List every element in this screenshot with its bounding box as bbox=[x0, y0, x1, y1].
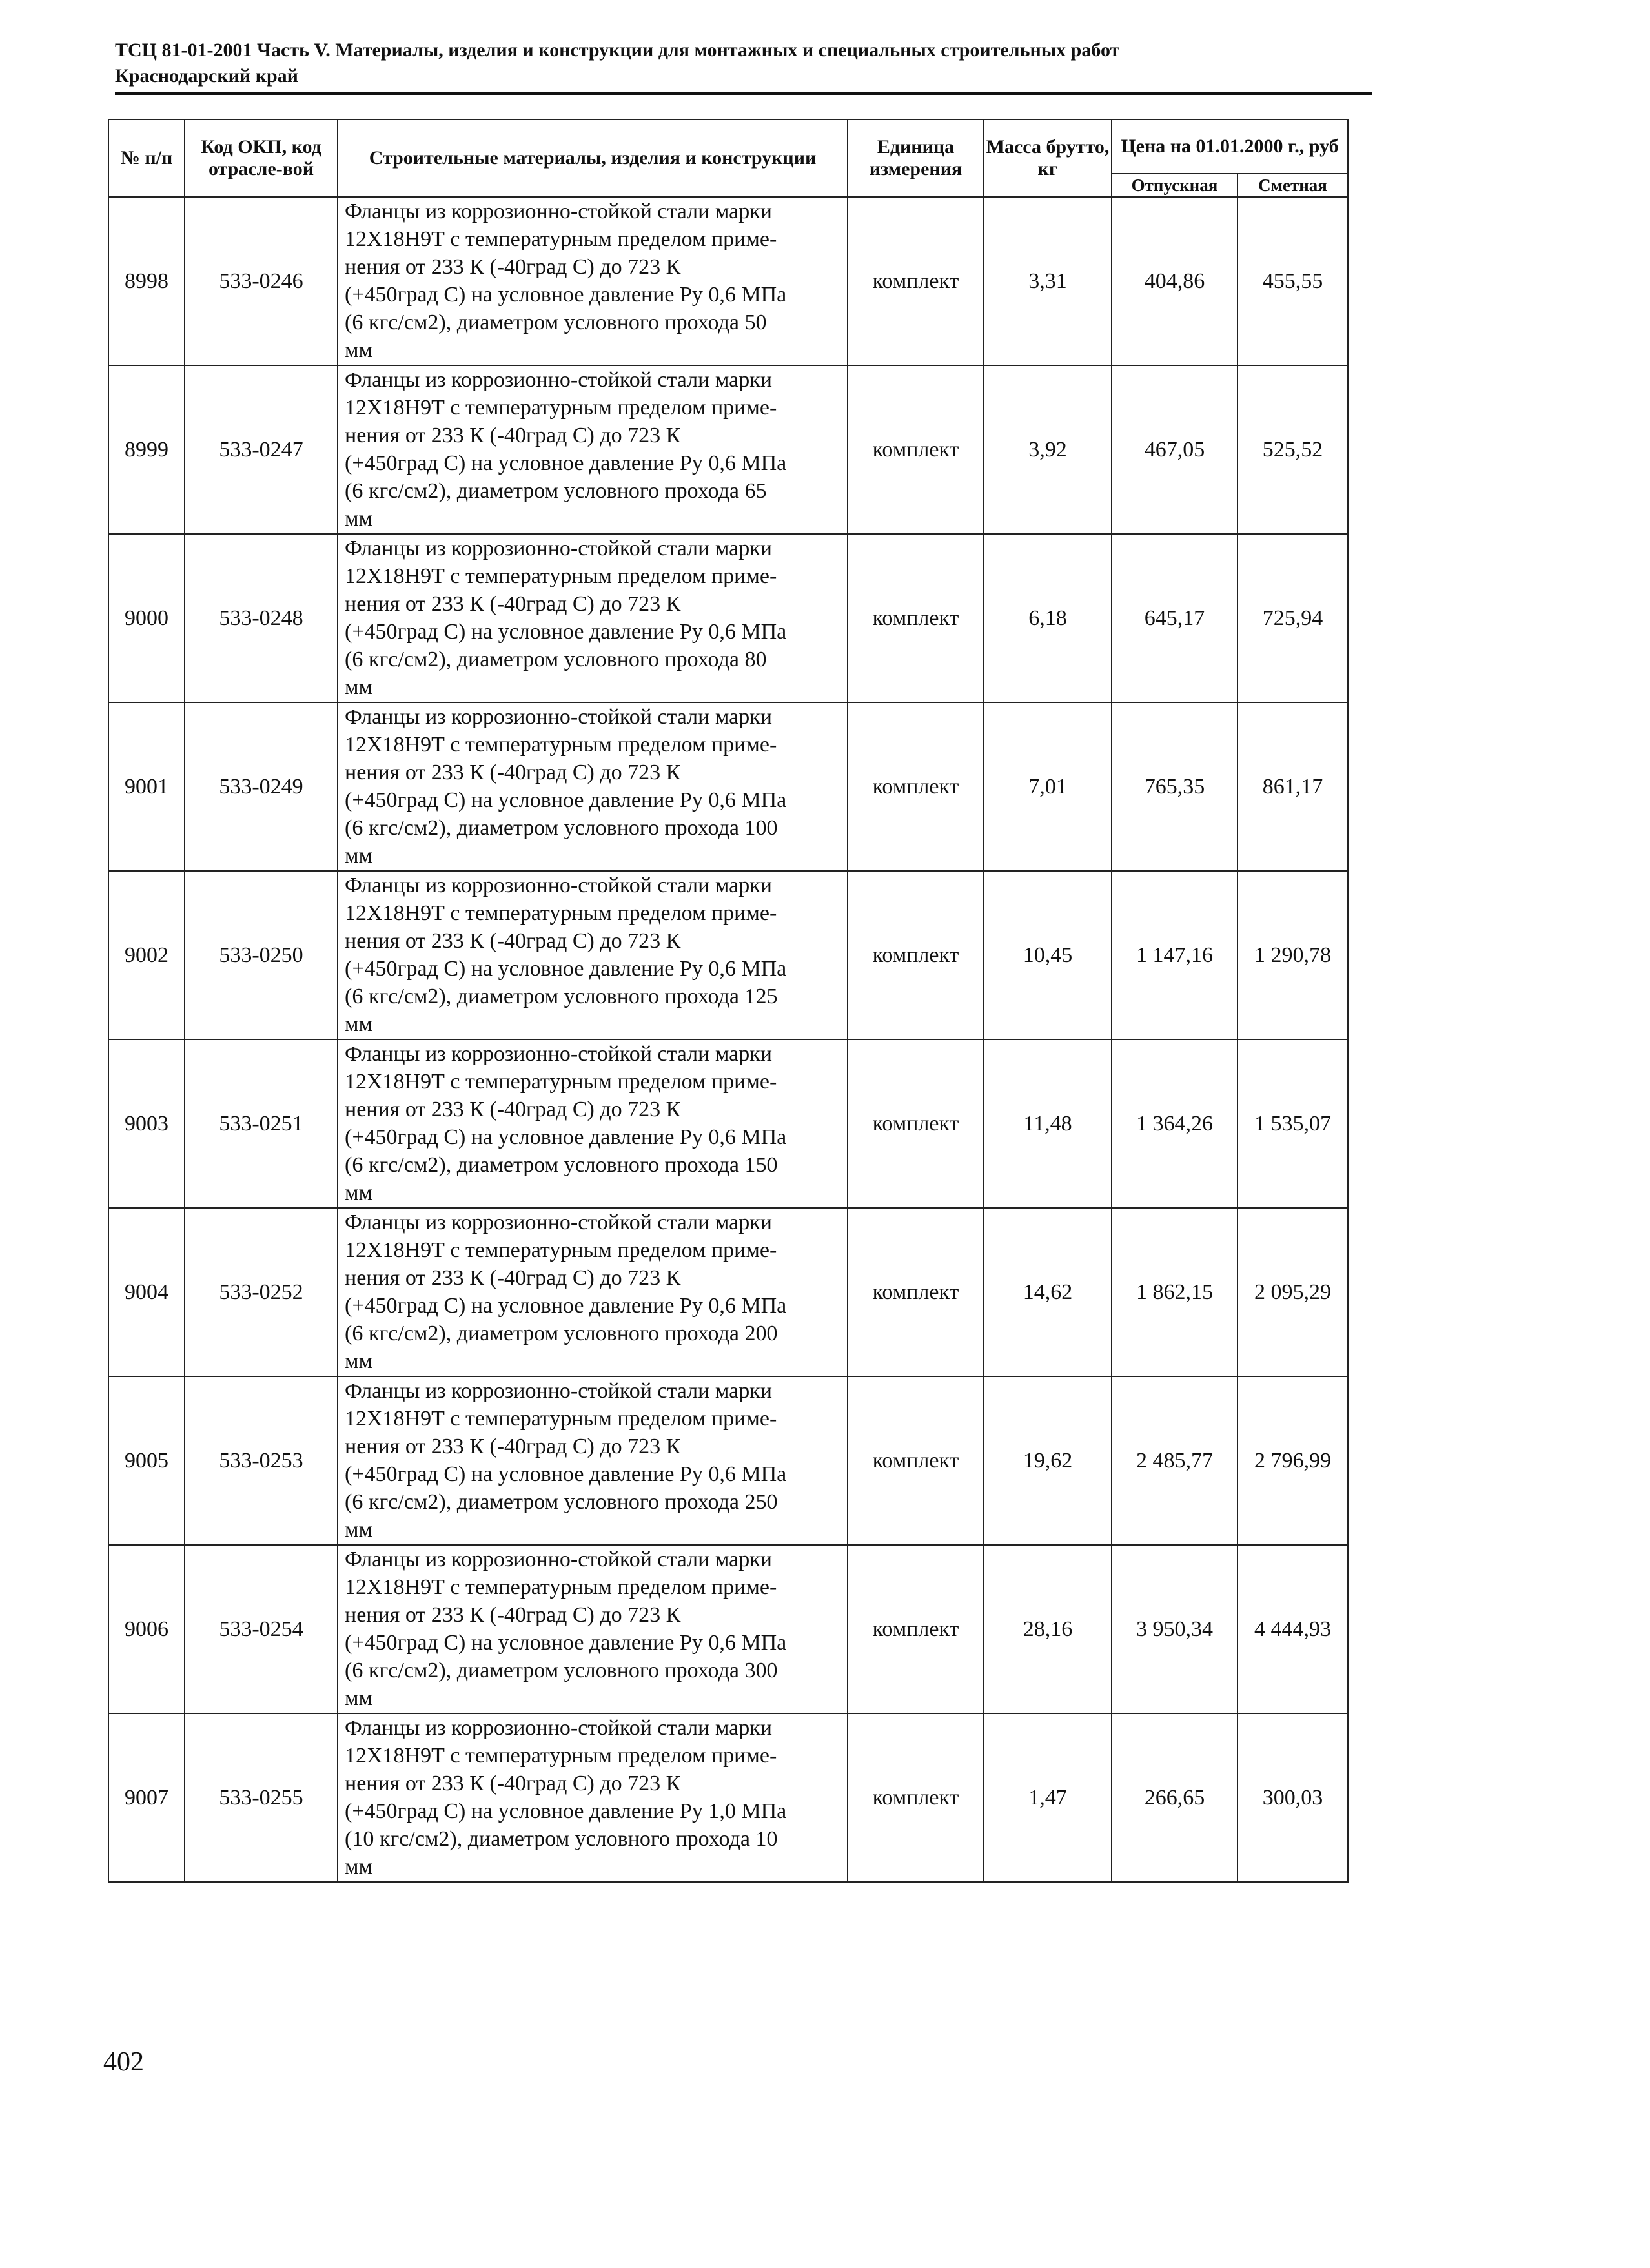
description-line: (6 кгс/см2), диаметром условного прохода 250 bbox=[345, 1490, 778, 1514]
row-number: 9001 bbox=[108, 702, 185, 871]
row-mass: 10,45 bbox=[984, 871, 1112, 1039]
row-number: 9004 bbox=[108, 1208, 185, 1376]
row-number: 9007 bbox=[108, 1713, 185, 1882]
document-region: Краснодарский край bbox=[115, 65, 298, 87]
table-row bbox=[108, 871, 1348, 1039]
row-estimate-price: 1 290,78 bbox=[1238, 871, 1348, 1039]
description-line: 12Х18Н9Т с температурным пределом приме- bbox=[345, 227, 777, 251]
row-estimate-price: 300,03 bbox=[1238, 1713, 1348, 1882]
row-number: 9002 bbox=[108, 871, 185, 1039]
row-okp-code: 533-0250 bbox=[185, 871, 338, 1039]
description-line: (6 кгс/см2), диаметром условного прохода 300 bbox=[345, 1659, 778, 1682]
row-release-price: 467,05 bbox=[1112, 365, 1238, 534]
row-estimate-price: 1 535,07 bbox=[1238, 1039, 1348, 1208]
description-line: мм bbox=[345, 1181, 373, 1205]
row-description bbox=[338, 197, 848, 365]
row-mass: 3,92 bbox=[984, 365, 1112, 534]
header-mass: Масса брутто, кг bbox=[984, 119, 1112, 197]
row-estimate-price: 4 444,93 bbox=[1238, 1545, 1348, 1713]
row-number: 9006 bbox=[108, 1545, 185, 1713]
row-release-price: 266,65 bbox=[1112, 1713, 1238, 1882]
description-line: нения от 233 К (-40град С) до 723 К bbox=[345, 1098, 681, 1121]
row-unit: комплект bbox=[848, 1208, 984, 1376]
row-description bbox=[338, 1039, 848, 1208]
description-line: мм bbox=[345, 507, 373, 531]
row-okp-code: 533-0249 bbox=[185, 702, 338, 871]
row-unit: комплект bbox=[848, 365, 984, 534]
row-mass: 28,16 bbox=[984, 1545, 1112, 1713]
row-okp-code: 533-0248 bbox=[185, 534, 338, 702]
header-num: № п/п bbox=[108, 119, 185, 197]
description-line: нения от 233 К (-40град С) до 723 К bbox=[345, 1266, 681, 1290]
description-line: нения от 233 К (-40град С) до 723 К bbox=[345, 255, 681, 279]
description-line: 12Х18Н9Т с температурным пределом приме- bbox=[345, 1238, 777, 1262]
table-row bbox=[108, 534, 1348, 702]
description-line: (6 кгс/см2), диаметром условного прохода 200 bbox=[345, 1322, 778, 1345]
row-number: 8999 bbox=[108, 365, 185, 534]
description-line: нения от 233 К (-40град С) до 723 К bbox=[345, 929, 681, 953]
description-line: мм bbox=[345, 1686, 373, 1710]
row-description bbox=[338, 1713, 848, 1882]
header-estimate-price: Сметная bbox=[1238, 174, 1348, 197]
description-line: (+450град С) на условное давление Ру 0,6 МПа bbox=[345, 1125, 787, 1149]
row-mass: 11,48 bbox=[984, 1039, 1112, 1208]
table-body bbox=[108, 197, 1348, 1882]
row-mass: 1,47 bbox=[984, 1713, 1112, 1882]
description-line: 12Х18Н9Т с температурным пределом приме- bbox=[345, 564, 777, 588]
header-okp-code: Код ОКП, код отрасле-вой bbox=[185, 119, 338, 197]
row-okp-code: 533-0255 bbox=[185, 1713, 338, 1882]
description-line: (+450град С) на условное давление Ру 0,6 МПа bbox=[345, 1462, 787, 1486]
description-line: (+450град С) на условное давление Ру 0,6 МПа bbox=[345, 283, 787, 307]
description-line: мм bbox=[345, 675, 373, 699]
description-line: Фланцы из коррозионно-стойкой стали марки bbox=[345, 873, 772, 897]
row-release-price: 765,35 bbox=[1112, 702, 1238, 871]
description-line: Фланцы из коррозионно-стойкой стали марки bbox=[345, 1548, 772, 1571]
description-line: (10 кгс/см2), диаметром условного прохода 10 bbox=[345, 1827, 778, 1851]
description-line: (+450град С) на условное давление Ру 0,6 МПа bbox=[345, 1294, 787, 1318]
row-unit: комплект bbox=[848, 1376, 984, 1545]
description-line: нения от 233 К (-40град С) до 723 К bbox=[345, 761, 681, 784]
row-unit: комплект bbox=[848, 1545, 984, 1713]
description-line: 12Х18Н9Т с температурным пределом приме- bbox=[345, 1744, 777, 1768]
row-okp-code: 533-0254 bbox=[185, 1545, 338, 1713]
row-unit: комплект bbox=[848, 534, 984, 702]
description-line: (6 кгс/см2), диаметром условного прохода 125 bbox=[345, 985, 778, 1008]
row-unit: комплект bbox=[848, 197, 984, 365]
header-materials: Строительные материалы, изделия и конструкции bbox=[338, 119, 848, 197]
header-price: Цена на 01.01.2000 г., руб bbox=[1112, 119, 1348, 174]
description-line: мм bbox=[345, 844, 373, 868]
description-line: 12Х18Н9Т с температурным пределом приме- bbox=[345, 1407, 777, 1431]
description-line: (6 кгс/см2), диаметром условного прохода 150 bbox=[345, 1153, 778, 1177]
description-line: (6 кгс/см2), диаметром условного прохода 65 bbox=[345, 479, 767, 503]
header-divider bbox=[115, 92, 1372, 95]
row-number: 8998 bbox=[108, 197, 185, 365]
header-release-price: Отпускная bbox=[1112, 174, 1238, 197]
table-row bbox=[108, 1208, 1348, 1376]
table-row bbox=[108, 1545, 1348, 1713]
description-line: (+450град С) на условное давление Ру 1,0 МПа bbox=[345, 1799, 787, 1823]
row-mass: 7,01 bbox=[984, 702, 1112, 871]
row-okp-code: 533-0252 bbox=[185, 1208, 338, 1376]
price-table bbox=[108, 119, 1349, 1883]
description-line: (+450град С) на условное давление Ру 0,6 МПа bbox=[345, 1631, 787, 1655]
description-line: (+450град С) на условное давление Ру 0,6 МПа bbox=[345, 451, 787, 475]
table-row bbox=[108, 1376, 1348, 1545]
document-header bbox=[115, 37, 1374, 89]
description-line: Фланцы из коррозионно-стойкой стали марки bbox=[345, 1042, 772, 1066]
row-estimate-price: 525,52 bbox=[1238, 365, 1348, 534]
description-line: Фланцы из коррозионно-стойкой стали марки bbox=[345, 705, 772, 729]
row-description bbox=[338, 1208, 848, 1376]
row-estimate-price: 725,94 bbox=[1238, 534, 1348, 702]
description-line: нения от 233 К (-40град С) до 723 К bbox=[345, 1772, 681, 1795]
description-line: нения от 233 К (-40град С) до 723 К bbox=[345, 1603, 681, 1627]
description-line: мм bbox=[345, 1518, 373, 1542]
description-line: (6 кгс/см2), диаметром условного прохода 50 bbox=[345, 311, 767, 334]
row-release-price: 1 862,15 bbox=[1112, 1208, 1238, 1376]
document-title: ТСЦ 81-01-2001 Часть V. Материалы, изделия и конструкции для монтажных и специальных строительных работ bbox=[115, 39, 1120, 61]
description-line: нения от 233 К (-40град С) до 723 К bbox=[345, 592, 681, 616]
description-line: Фланцы из коррозионно-стойкой стали марки bbox=[345, 368, 772, 392]
row-description bbox=[338, 1376, 848, 1545]
row-okp-code: 533-0247 bbox=[185, 365, 338, 534]
description-line: мм bbox=[345, 1855, 373, 1879]
row-estimate-price: 455,55 bbox=[1238, 197, 1348, 365]
row-unit: комплект bbox=[848, 702, 984, 871]
row-release-price: 404,86 bbox=[1112, 197, 1238, 365]
row-description bbox=[338, 871, 848, 1039]
row-mass: 14,62 bbox=[984, 1208, 1112, 1376]
row-description bbox=[338, 534, 848, 702]
table-row bbox=[108, 1039, 1348, 1208]
row-mass: 3,31 bbox=[984, 197, 1112, 365]
description-line: Фланцы из коррозионно-стойкой стали марки bbox=[345, 536, 772, 560]
table-row bbox=[108, 702, 1348, 871]
description-line: мм bbox=[345, 1349, 373, 1373]
row-description bbox=[338, 702, 848, 871]
description-line: мм bbox=[345, 1012, 373, 1036]
row-description bbox=[338, 1545, 848, 1713]
row-unit: комплект bbox=[848, 1713, 984, 1882]
row-release-price: 1 364,26 bbox=[1112, 1039, 1238, 1208]
row-okp-code: 533-0246 bbox=[185, 197, 338, 365]
description-line: 12Х18Н9Т с температурным пределом приме- bbox=[345, 733, 777, 757]
table-row bbox=[108, 197, 1348, 365]
description-line: (+450град С) на условное давление Ру 0,6 МПа bbox=[345, 788, 787, 812]
row-mass: 6,18 bbox=[984, 534, 1112, 702]
row-release-price: 3 950,34 bbox=[1112, 1545, 1238, 1713]
description-line: Фланцы из коррозионно-стойкой стали марки bbox=[345, 1379, 772, 1403]
row-unit: комплект bbox=[848, 1039, 984, 1208]
row-release-price: 2 485,77 bbox=[1112, 1376, 1238, 1545]
description-line: нения от 233 К (-40град С) до 723 К bbox=[345, 1435, 681, 1458]
description-line: мм bbox=[345, 338, 373, 362]
row-estimate-price: 861,17 bbox=[1238, 702, 1348, 871]
table-row bbox=[108, 365, 1348, 534]
row-estimate-price: 2 796,99 bbox=[1238, 1376, 1348, 1545]
description-line: Фланцы из коррозионно-стойкой стали марки bbox=[345, 199, 772, 223]
header-unit: Единица измерения bbox=[848, 119, 984, 197]
description-line: (6 кгс/см2), диаметром условного прохода 100 bbox=[345, 816, 778, 840]
row-estimate-price: 2 095,29 bbox=[1238, 1208, 1348, 1376]
row-okp-code: 533-0251 bbox=[185, 1039, 338, 1208]
row-number: 9003 bbox=[108, 1039, 185, 1208]
row-release-price: 1 147,16 bbox=[1112, 871, 1238, 1039]
description-line: Фланцы из коррозионно-стойкой стали марки bbox=[345, 1716, 772, 1740]
description-line: Фланцы из коррозионно-стойкой стали марки bbox=[345, 1211, 772, 1234]
page-number: 402 bbox=[103, 2047, 144, 2077]
row-number: 9000 bbox=[108, 534, 185, 702]
row-mass: 19,62 bbox=[984, 1376, 1112, 1545]
row-unit: комплект bbox=[848, 871, 984, 1039]
description-line: 12Х18Н9Т с температурным пределом приме- bbox=[345, 901, 777, 925]
row-release-price: 645,17 bbox=[1112, 534, 1238, 702]
description-line: 12Х18Н9Т с температурным пределом приме- bbox=[345, 1575, 777, 1599]
row-number: 9005 bbox=[108, 1376, 185, 1545]
description-line: 12Х18Н9Т с температурным пределом приме- bbox=[345, 396, 777, 420]
table-row bbox=[108, 1713, 1348, 1882]
description-line: 12Х18Н9Т с температурным пределом приме- bbox=[345, 1070, 777, 1094]
row-description bbox=[338, 365, 848, 534]
description-line: нения от 233 К (-40град С) до 723 К bbox=[345, 424, 681, 447]
row-okp-code: 533-0253 bbox=[185, 1376, 338, 1545]
description-line: (+450град С) на условное давление Ру 0,6 МПа bbox=[345, 957, 787, 981]
description-line: (+450град С) на условное давление Ру 0,6 МПа bbox=[345, 620, 787, 644]
description-line: (6 кгс/см2), диаметром условного прохода 80 bbox=[345, 648, 767, 671]
